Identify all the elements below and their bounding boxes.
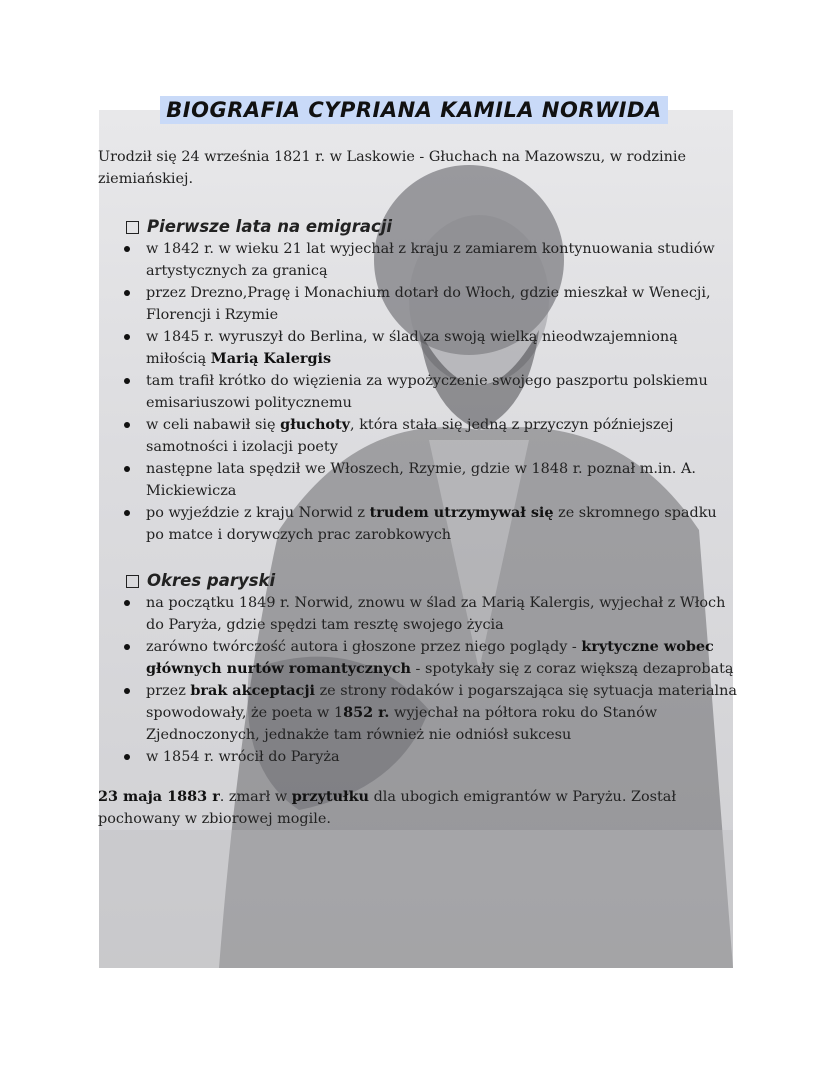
document-body <box>98 146 738 830</box>
title-container <box>0 96 828 124</box>
list-item: przez Drezno,Pragę i Monachium dotarł do Włoch, gdzie mieszkał w Wenecji, Florencji i Rzymie <box>146 282 738 326</box>
bullet-list <box>98 238 738 546</box>
list-item: zarówno twórczość autora i głoszone przez niego poglądy - krytyczne wobec głównych nurtów romantycznych - spotykały się z coraz większą dezaprobatą <box>146 636 738 680</box>
bullet-list <box>98 592 738 768</box>
section-heading-label: Pierwsze lata na emigracji <box>147 217 393 236</box>
list-item: przez brak akceptacji ze strony rodaków i pogarszająca się sytuacja materialna spowodowały, że poeta w 1852 r. wyjechał na półtora roku do Stanów Zjednoczonych, jednakże tam również nie odniósł sukcesu <box>146 680 738 746</box>
section-paris <box>98 570 738 768</box>
list-item: w 1854 r. wrócił do Paryża <box>146 746 738 768</box>
section-heading <box>126 570 738 592</box>
page-title: BIOGRAFIA CYPRIANA KAMILA NORWIDA <box>160 96 667 124</box>
section-emigration <box>98 216 738 546</box>
list-item: w celi nabawił się głuchoty, która stała się jedną z przyczyn późniejszej samotności i izolacji poety <box>146 414 738 458</box>
list-item: na początku 1849 r. Norwid, znowu w ślad za Marią Kalergis, wyjechał z Włoch do Paryża, gdzie spędzi tam resztę swojego życia <box>146 592 738 636</box>
list-item: w 1842 r. w wieku 21 lat wyjechał z kraju z zamiarem kontynuowania studiów artystycznych za granicą <box>146 238 738 282</box>
death-paragraph: 23 maja 1883 r. zmarł w przytułku dla ubogich emigrantów w Paryżu. Został pochowany w zbiorowej mogile. <box>98 788 677 827</box>
list-item: tam trafił krótko do więzienia za wypożyczenie swojego paszportu polskiemu emisariuszowi politycznemu <box>146 370 738 414</box>
list-item: następne lata spędził we Włoszech, Rzymie, gdzie w 1848 r. poznał m.in. A. Mickiewicza <box>146 458 738 502</box>
checkbox-icon[interactable] <box>126 221 139 234</box>
checkbox-icon[interactable] <box>126 575 139 588</box>
list-item: w 1845 r. wyruszył do Berlina, w ślad za swoją wielką nieodwzajemnioną miłością Marią Kalergis <box>146 326 738 370</box>
section-heading <box>126 216 738 238</box>
list-item: po wyjeździe z kraju Norwid z trudem utrzymywał się ze skromnego spadku po matce i dorywczych prac zarobkowych <box>146 502 738 546</box>
section-heading-label: Okres paryski <box>147 571 276 590</box>
intro-paragraph: Urodził się 24 września 1821 r. w Laskowie - Głuchach na Mazowszu, w rodzinie ziemiańskiej. <box>98 149 687 187</box>
